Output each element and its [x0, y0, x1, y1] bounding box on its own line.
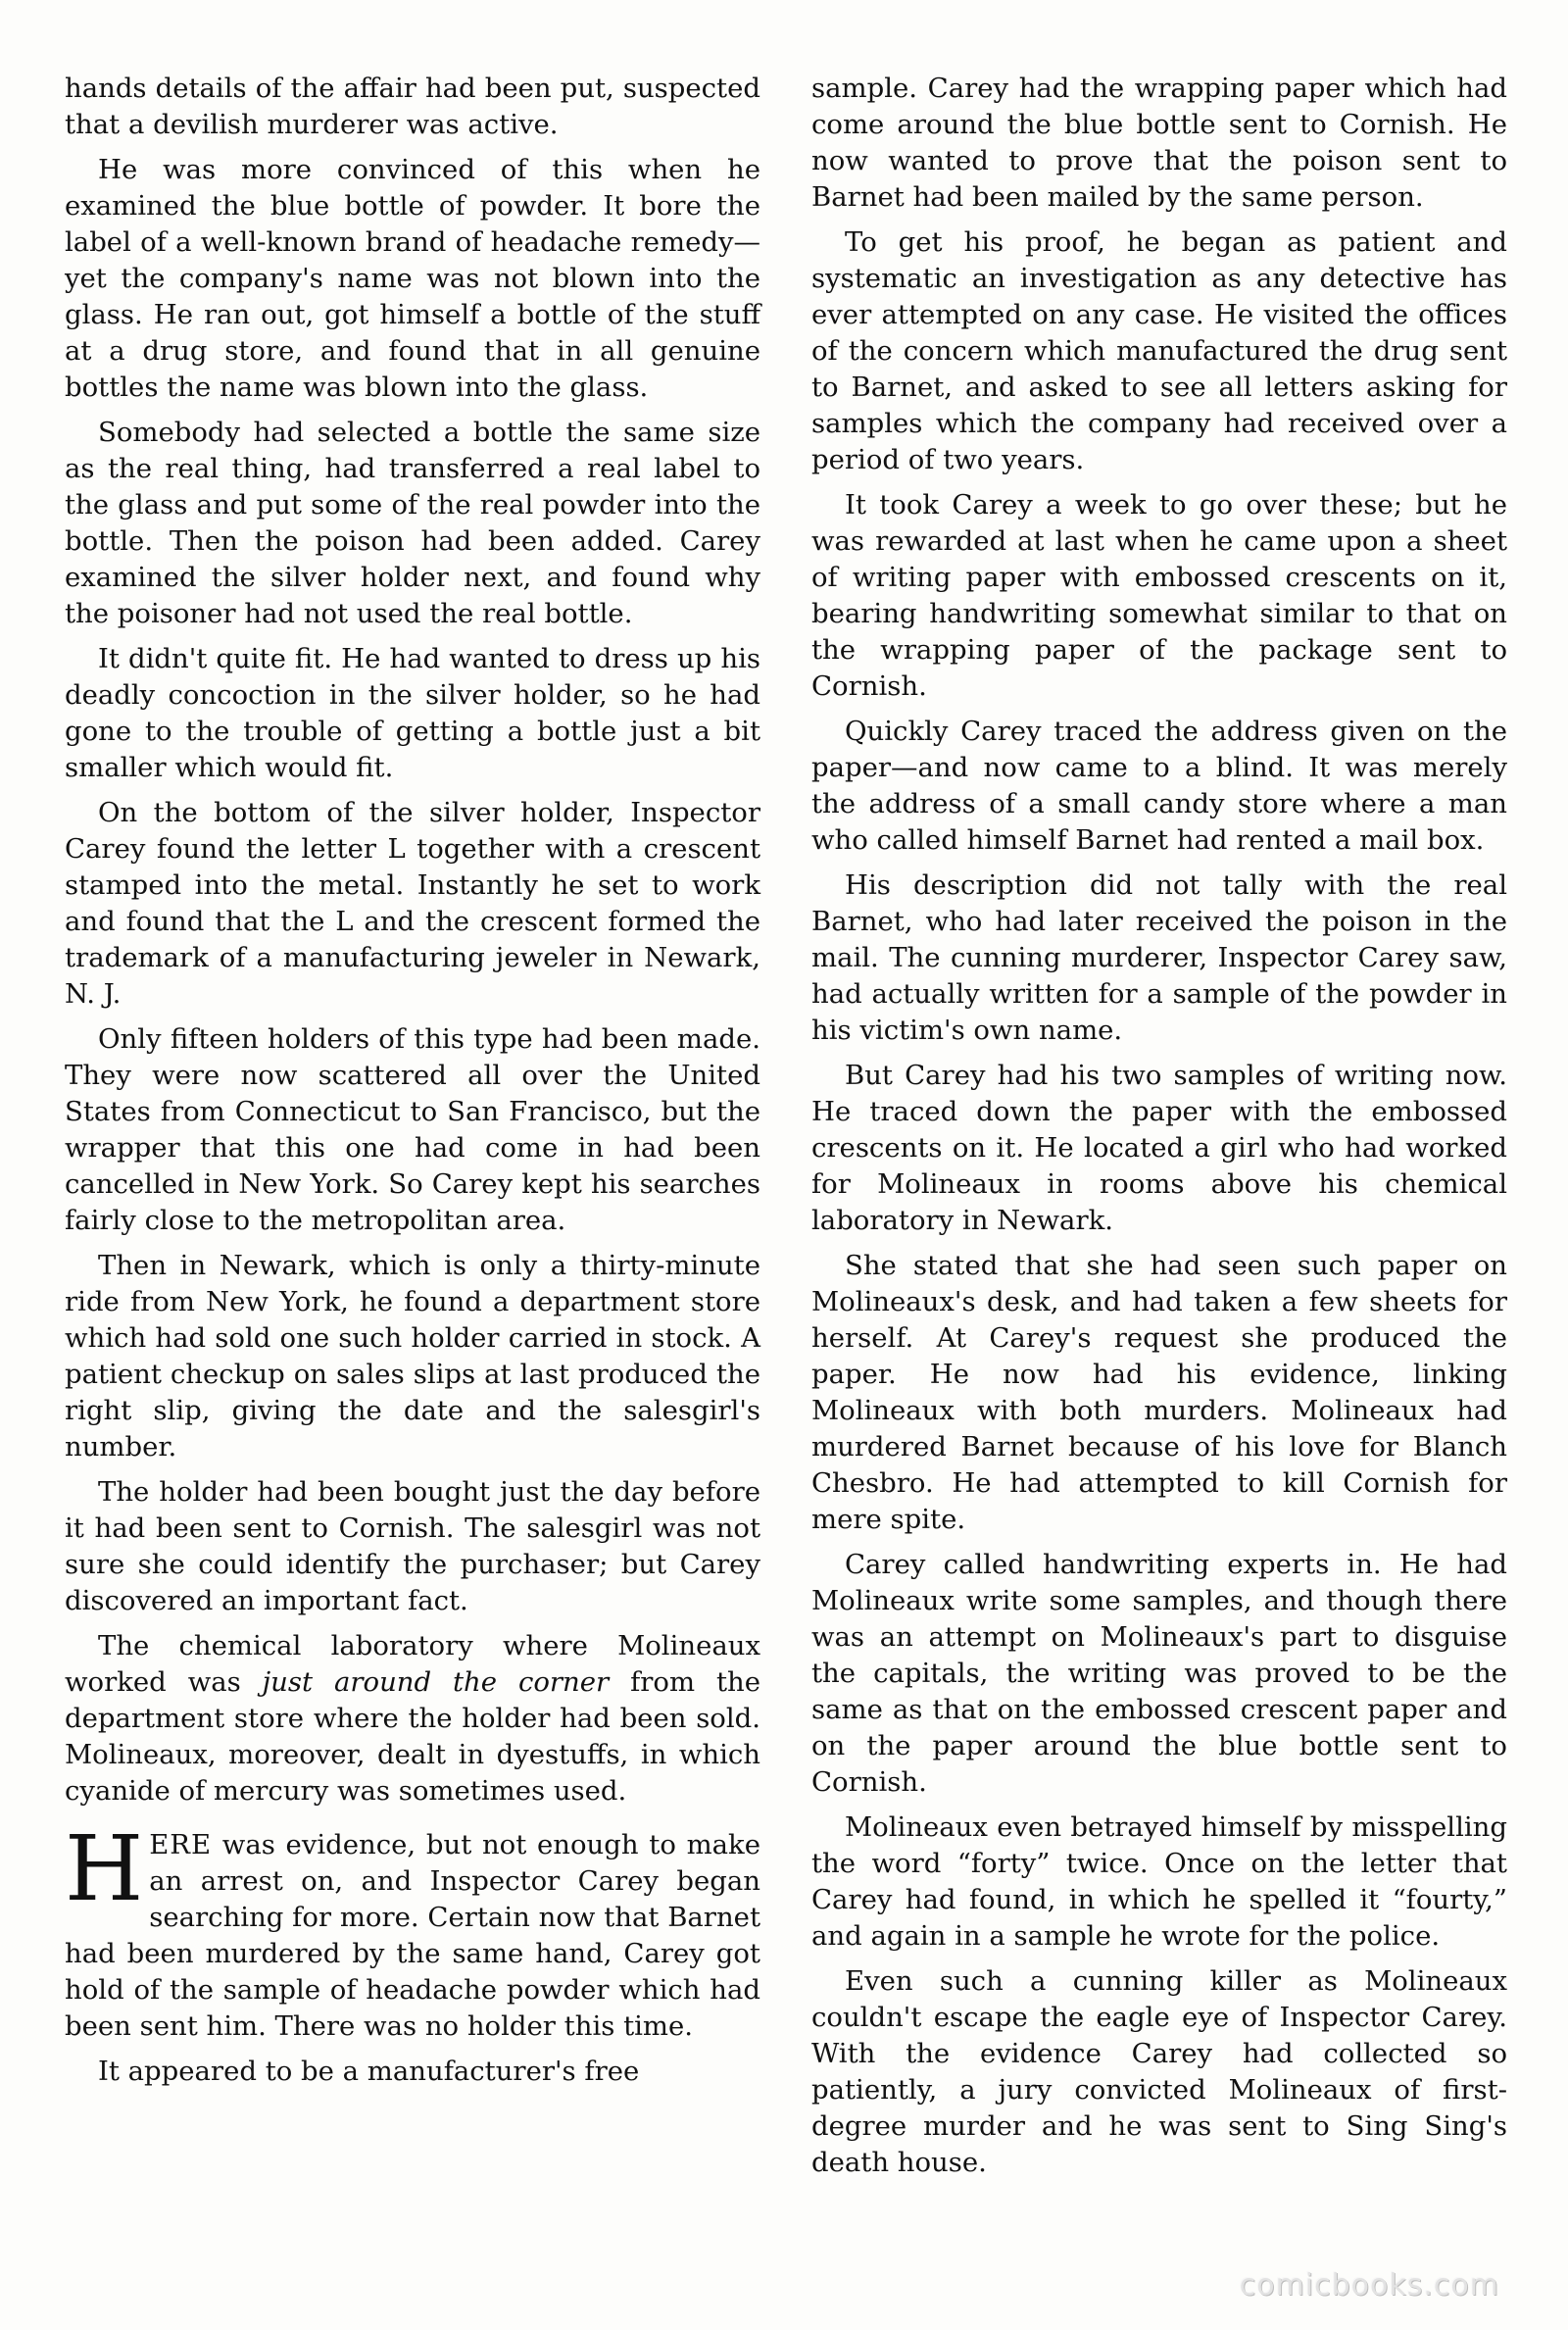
paragraph: Then in Newark, which is only a thirty-minute ride from New York, he found a department store which had sold one such holder carried in stock. A patient checkup on sales slips at last produced the right slip, giving the date and the salesgirl's number.	[65, 1250, 760, 1462]
text-run: was evidence, but not enough to make an arrest on, and Inspector Carey began searching for more. Certain now that Barnet had been murdered by the same hand, Carey got hold of the sample of headache powder which had been sent him. There was no holder this time.	[65, 1829, 760, 2042]
paragraph: His description did not tally with the real Barnet, who had later received the poison in the mail. The cunning murderer, Inspector Carey saw, had actually written for a sample of the powder in his victim's own name.	[811, 869, 1507, 1046]
paragraph: Somebody had selected a bottle the same size as the real thing, had transferred a real label to the glass and put some of the real powder into the bottle. Then the poison had been added. Carey examined the silver holder next, and found why the poisoner had not used the real bottle.	[65, 417, 760, 629]
small-caps-lead: ERE	[149, 1829, 213, 1860]
paragraph: But Carey had his two samples of writing now. He traced down the paper with the embossed crescents on it. He located a girl who had worked for Molineaux in rooms above his chemical laboratory in Newark.	[811, 1060, 1507, 1236]
paragraph: hands details of the affair had been put, suspected that a devilish murderer was active.	[65, 73, 760, 140]
italic-phrase: just around the corner	[262, 1666, 610, 1698]
paragraph: sample. Carey had the wrapping paper which had come around the blue bottle sent to Cornish. He now wanted to prove that the poison sent to Barnet had been mailed by the same person.	[811, 73, 1507, 213]
paragraph: Molineaux even betrayed himself by misspelling the word “forty” twice. Once on the letter that Carey had found, in which he spelled it “fourty,” and again in a sample he wrote for the police.	[811, 1811, 1507, 1952]
paragraph: It took Carey a week to go over these; but he was rewarded at last when he came upon a sheet of writing paper with embossed crescents on it, bearing handwriting somewhat similar to that on the wrapping paper of the package sent to Cornish.	[811, 489, 1507, 702]
paragraph: The holder had been bought just the day before it had been sent to Cornish. The salesgirl was not sure she could identify the purchaser; but Carey discovered an important fact.	[65, 1476, 760, 1616]
paragraph: Even such a cunning killer as Molineaux couldn't escape the eagle eye of Inspector Carey. With the evidence Carey had collected so patiently, a jury convicted Molineaux of first-degree murder and he was sent to Sing Sing's death house.	[811, 1965, 1507, 2178]
paragraph: He was more convinced of this when he examined the blue bottle of powder. It bore the label of a well-known brand of headache remedy—yet the company's name was not blown into the glass. He ran out, got himself a bottle of the stuff at a drug store, and found that in all genuine bottles the name was blown into the glass.	[65, 154, 760, 403]
left-column	[65, 71, 760, 2099]
paragraph: Only fifteen holders of this type had been made. They were now scattered all over the United States from Connecticut to San Francisco, but the wrapper that this one had come in had been cancelled in New York. So Carey kept his searches fairly close to the metropolitan area.	[65, 1023, 760, 1236]
paragraph: It didn't quite fit. He had wanted to dress up his deadly concoction in the silver holder, so he had gone to the trouble of getting a bottle just a bit smaller which would fit.	[65, 643, 760, 783]
text-run: from the department store where the holder had been sold. Molineaux, moreover, dealt in dyestuffs, in which cyanide of mercury was sometimes used.	[65, 1666, 760, 1807]
paragraph	[65, 1628, 760, 1809]
text-run: The chemical laboratory where Molineaux worked was	[65, 1630, 760, 1698]
paragraph: On the bottom of the silver holder, Inspector Carey found the letter L together with a crescent stamped into the metal. Instantly he set to work and found that the L and the crescent formed the trademark of a manufacturing jeweler in Newark, N. J.	[65, 797, 760, 1010]
site-watermark: comicbooks.com	[1239, 2268, 1499, 2303]
right-column	[811, 71, 1507, 2190]
paragraph: Carey called handwriting experts in. He had Molineaux write some samples, and though there was an attempt on Molineaux's part to disguise the capitals, the writing was proved to be the same as that on the embossed crescent paper and on the paper around the blue bottle sent to Cornish.	[811, 1549, 1507, 1798]
paragraph: She stated that she had seen such paper on Molineaux's desk, and had taken a few sheets for herself. At Carey's request she produced the paper. He now had his evidence, linking Molineaux with both murders. Molineaux had murdered Barnet because of his love for Blanch Chesbro. He had attempted to kill Cornish for mere spite.	[811, 1250, 1507, 1535]
paragraph: Quickly Carey traced the address given on the paper—and now came to a blind. It was merely the address of a small candy store where a man who called himself Barnet had rented a mail box.	[811, 716, 1507, 856]
section-paragraph	[65, 1816, 760, 2045]
paragraph: To get his proof, he began as patient and systematic an investigation as any detective has ever attempted on any case. He visited the offices of the concern which manufactured the drug sent to Barnet, and asked to see all letters asking for samples which the company had received over a period of two years.	[811, 226, 1507, 475]
paragraph: It appeared to be a manufacturer's free	[98, 2056, 640, 2087]
drop-cap: H	[65, 1816, 144, 1921]
